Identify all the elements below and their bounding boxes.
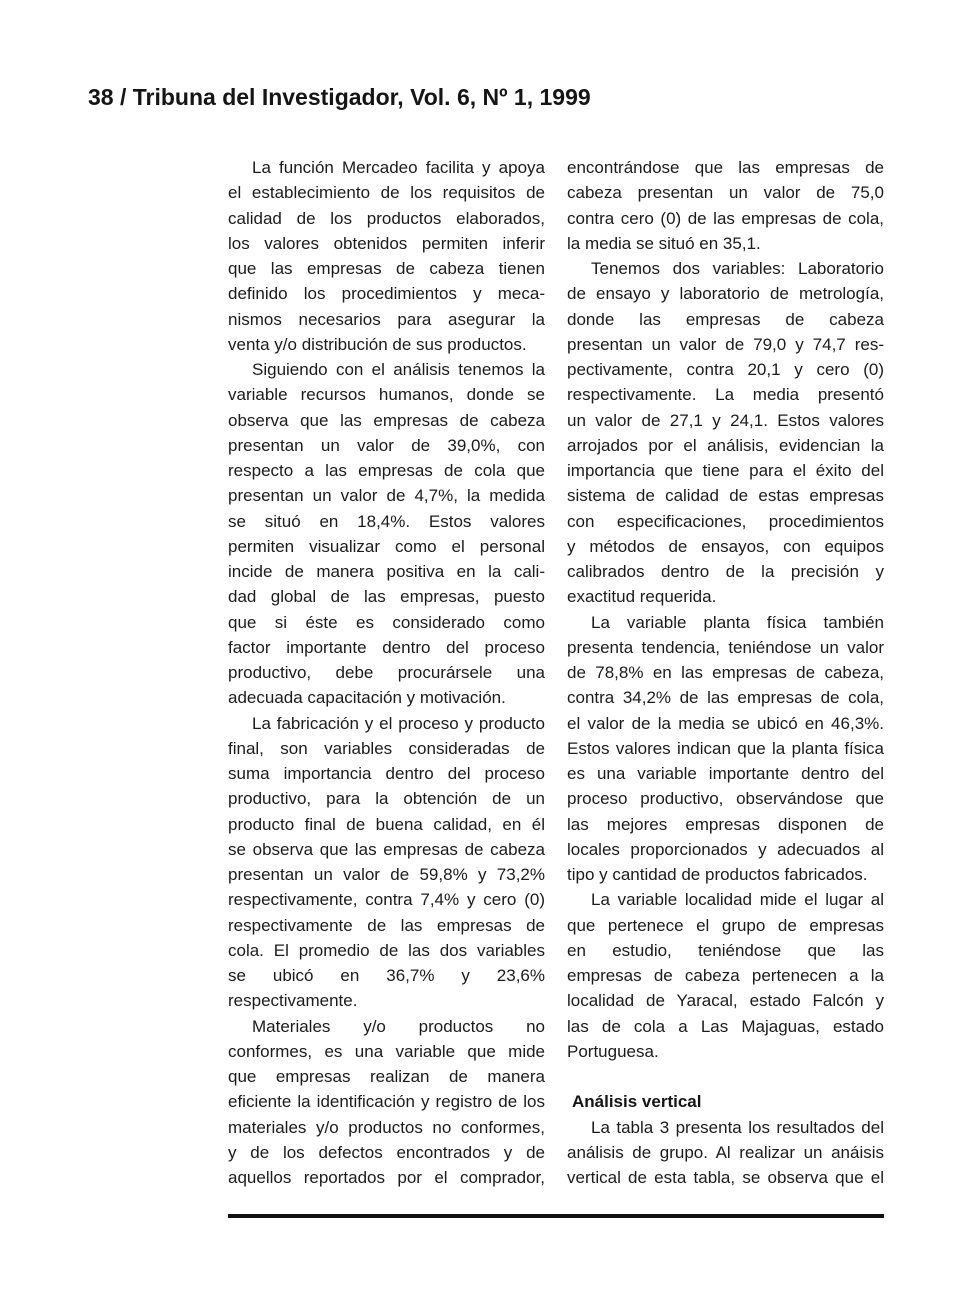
text-line: La variable planta física también	[591, 612, 884, 632]
paragraph	[567, 1115, 884, 1191]
text-line: calidad de los productos elaborados,	[228, 208, 545, 228]
text-line: locales proporcionados y adecuados al	[567, 839, 884, 859]
text-line: conformes, es una variable que mide	[228, 1041, 545, 1061]
text-line: se situó en 18,4%. Estos valores	[228, 511, 545, 531]
section-body	[567, 1115, 884, 1191]
text-line: arrojados por el análisis, evidencian la	[567, 435, 884, 455]
text-line: exactitud requerida.	[567, 587, 717, 607]
text-line: de 78,8% en las empresas de cabeza,	[567, 663, 884, 682]
text-line: productivo, debe procurársele una	[228, 663, 545, 682]
text-line: las mejores empresas disponen de	[567, 814, 884, 834]
text-line: productivo, para la obtención de un	[228, 789, 545, 809]
paragraph	[228, 357, 545, 711]
text-line: Estos valores indican que la planta física	[567, 738, 884, 758]
paragraph	[567, 610, 884, 888]
text-line: nismos necesarios para asegurar la	[228, 309, 545, 329]
paragraph	[228, 1014, 545, 1191]
text-line: sistema de calidad de estas empresas	[567, 486, 884, 506]
text-line: Portuguesa.	[567, 1041, 659, 1061]
text-line: factor importante dentro del proceso	[228, 637, 545, 657]
text-line: respectivamente. La media presentó	[567, 385, 884, 405]
text-line: producto final de buena calidad, en él	[228, 814, 545, 834]
text-line: cola. El promedio de las dos variables	[228, 940, 545, 960]
text-line: variable recursos humanos, donde se	[228, 385, 545, 405]
text-line: venta y/o distribución de sus productos.	[228, 334, 527, 354]
text-line: con especificaciones, procedimientos	[567, 511, 884, 531]
text-line: que pertenece el grupo de empresas	[567, 915, 884, 935]
text-line: aquellos reportados por el comprador,	[228, 1168, 545, 1187]
text-line: empresas de cabeza pertenecen a la	[567, 966, 884, 985]
text-line: respecto a las empresas de cola que	[228, 461, 545, 480]
text-line: presentan un valor de 4,7%, la medida	[228, 486, 545, 506]
text-line: y de los defectos encontrados y de	[228, 1142, 545, 1162]
text-line: se observa que las empresas de cabeza	[228, 839, 545, 859]
text-line: Tenemos dos variables: Laboratorio	[591, 259, 884, 278]
text-line: permiten visualizar como el personal	[228, 536, 545, 556]
text-line: materiales y/o productos no conformes,	[228, 1117, 545, 1137]
text-line: es una variable importante dentro del	[567, 764, 884, 783]
text-line: presentan un valor de 79,0 y 74,7 res-	[567, 334, 884, 354]
text-line: el valor de la media se ubicó en 46,3%.	[567, 713, 884, 733]
text-line: respectivamente, contra 7,4% y cero (0)	[228, 890, 545, 910]
text-line: vertical de esta tabla, se observa que el	[567, 1168, 884, 1187]
text-line: encontrándose que las empresas de	[567, 158, 884, 177]
text-line: presentan un valor de 59,8% y 73,2%	[228, 865, 545, 884]
text-line: los valores obtenidos permiten inferir	[228, 233, 545, 253]
text-line: cabeza presentan un valor de 75,0	[567, 183, 884, 203]
text-line: tipo y cantidad de productos fabricados.	[567, 865, 868, 884]
text-line: final, son variables consideradas de	[228, 738, 545, 758]
text-line: Materiales y/o productos no	[252, 1016, 545, 1036]
left-column	[228, 155, 545, 1190]
right-column-body	[567, 155, 884, 1064]
text-line: la media se situó en 35,1.	[567, 233, 761, 253]
paragraph	[567, 887, 884, 1064]
text-line: respectivamente de las empresas de	[228, 915, 545, 935]
text-line: suma importancia dentro del proceso	[228, 764, 545, 783]
text-line: adecuada capacitación y motivación.	[228, 688, 506, 708]
text-line: proceso productivo, observándose que	[567, 789, 884, 809]
text-line: las de cola a Las Majaguas, estado	[567, 1016, 884, 1036]
paragraph	[567, 155, 884, 256]
section-heading: Análisis vertical	[572, 1092, 702, 1112]
paragraph	[228, 155, 545, 357]
text-line: se ubicó en 36,7% y 23,6%	[228, 966, 545, 985]
text-line: localidad de Yaracal, estado Falcón y	[567, 991, 884, 1011]
text-line: La función Mercadeo facilita y apoya	[252, 158, 545, 177]
text-line: Siguiendo con el análisis tenemos la	[252, 360, 545, 379]
text-line: La variable localidad mide el lugar al	[591, 890, 884, 910]
text-line: y métodos de ensayos, con equipos	[567, 536, 884, 556]
text-line: un valor de 27,1 y 24,1. Estos valores	[567, 410, 884, 430]
text-line: que empresas realizan de manera	[228, 1067, 545, 1086]
text-line: presenta tendencia, teniéndose un valor	[567, 637, 884, 657]
text-line: calibrados dentro de la precisión y	[567, 562, 884, 581]
text-line: La fabricación y el proceso y producto	[252, 713, 545, 733]
text-line: incide de manera positiva en la cali-	[228, 562, 545, 581]
text-line: respectivamente.	[228, 991, 358, 1011]
text-line: La tabla 3 presenta los resultados del	[591, 1117, 884, 1137]
text-line: que las empresas de cabeza tienen	[228, 259, 545, 278]
text-line: donde las empresas de cabeza	[567, 309, 884, 329]
text-line: presentan un valor de 39,0%, con	[228, 435, 545, 455]
text-line: que si éste es considerado como	[228, 612, 545, 632]
text-line: pectivamente, contra 20,1 y cero (0)	[567, 360, 884, 379]
paragraph	[567, 256, 884, 610]
text-line: en estudio, teniéndose que las	[567, 940, 884, 960]
text-line: el establecimiento de los requisitos de	[228, 183, 545, 203]
running-header: 38 / Tribuna del Investigador, Vol. 6, Nº 1, 1999	[88, 84, 591, 110]
right-column	[567, 155, 884, 1190]
footer-rule	[228, 1214, 884, 1218]
text-line: contra cero (0) de las empresas de cola,	[567, 208, 884, 228]
text-line: de ensayo y laboratorio de metrología,	[567, 284, 884, 304]
text-line: dad global de las empresas, puesto	[228, 587, 545, 607]
paragraph	[228, 711, 545, 1014]
text-line: definido los procedimientos y meca-	[228, 284, 545, 304]
text-line: contra 34,2% de las empresas de cola,	[567, 688, 884, 708]
text-line: importancia que tiene para el éxito del	[567, 461, 884, 480]
text-line: análisis de grupo. Al realizar un anáisis	[567, 1142, 884, 1162]
text-line: eficiente la identificación y registro de los	[228, 1092, 545, 1112]
text-line: observa que las empresas de cabeza	[228, 410, 545, 430]
